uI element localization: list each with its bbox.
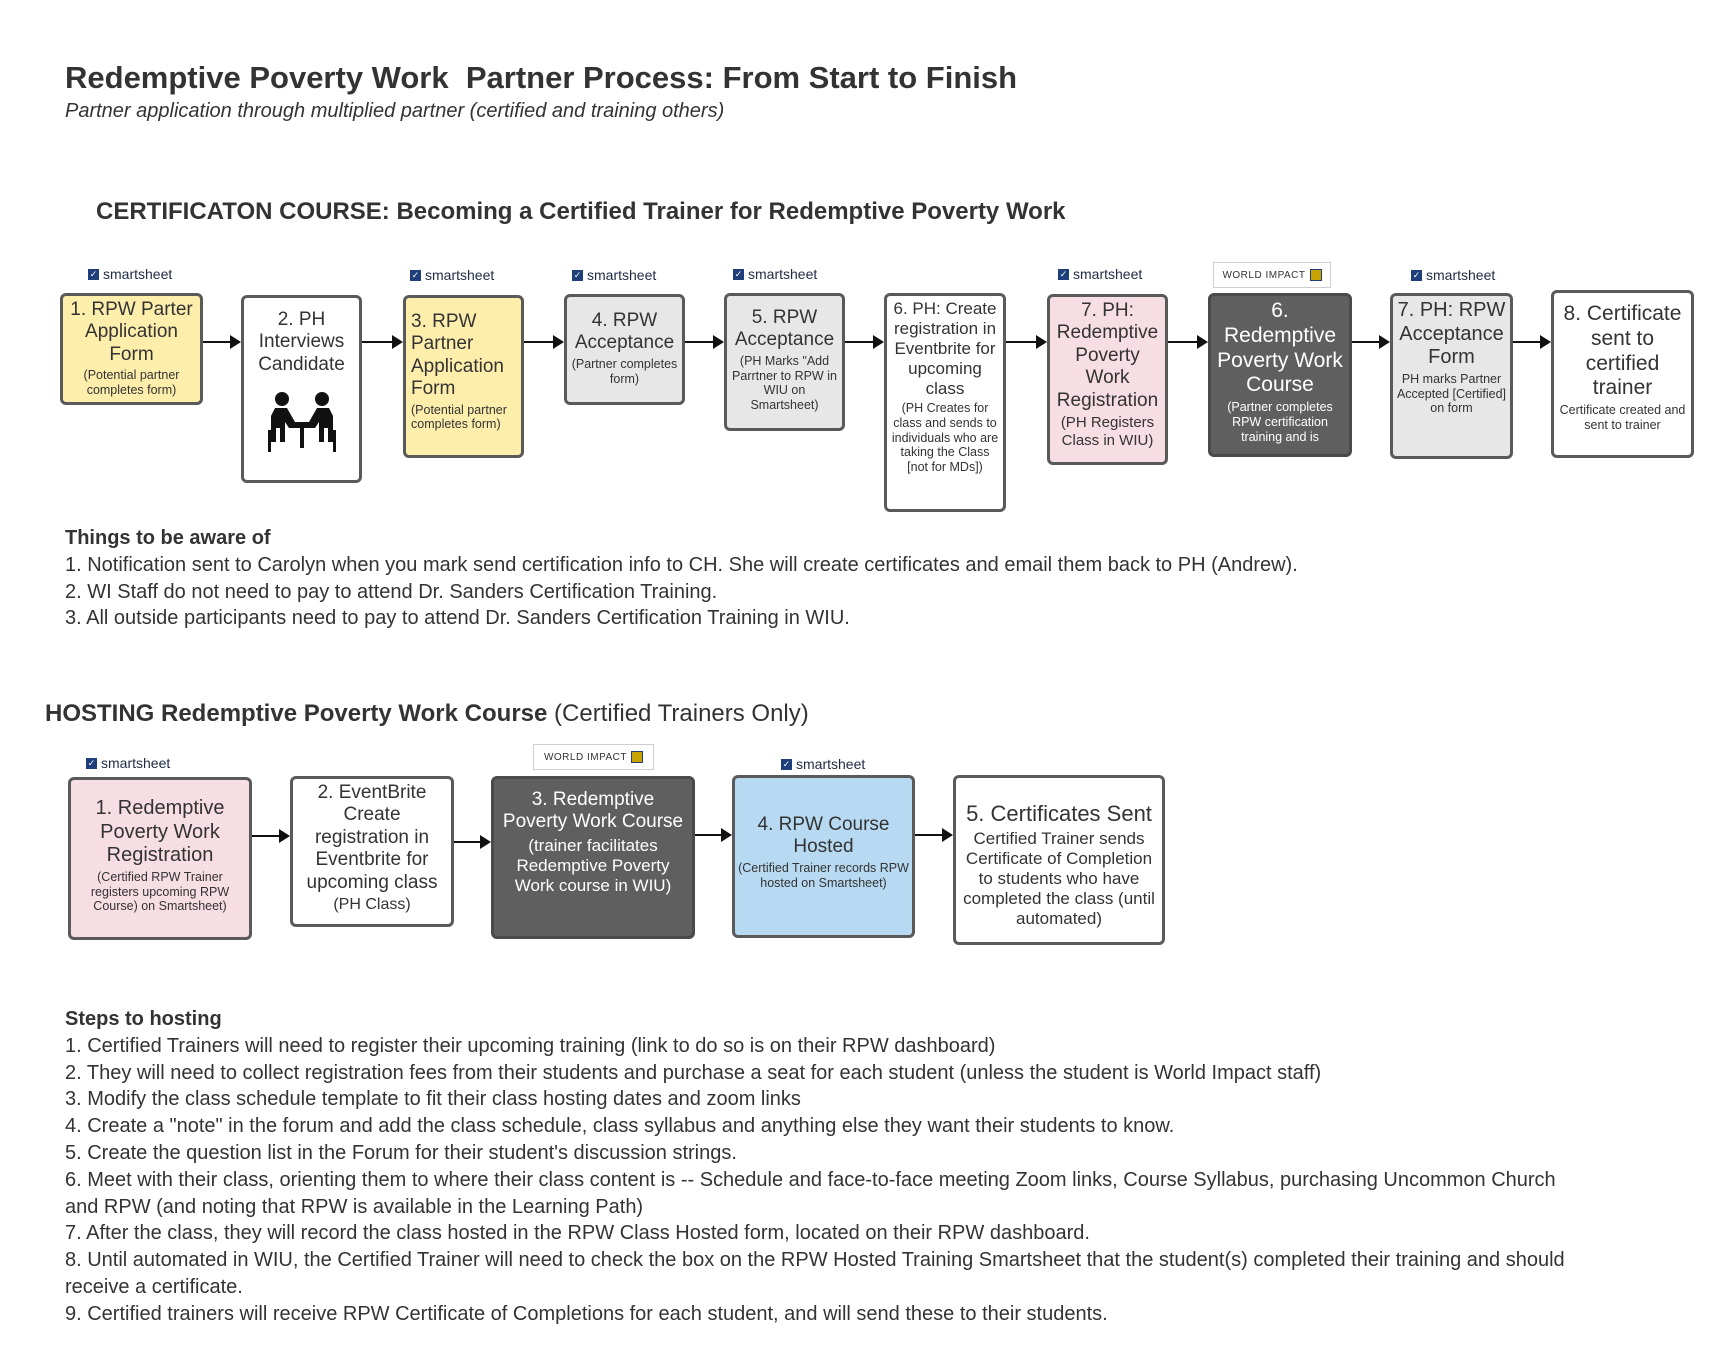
- flow-arrow: [1006, 341, 1045, 343]
- flow-arrow: [362, 341, 401, 343]
- cert-step-5[interactable]: 5. RPW Acceptance (PH Marks "Add Parrtner to RPW in WIU on Smartsheet): [724, 293, 845, 431]
- smartsheet-check-icon: ✓: [782, 758, 791, 769]
- host-step-2[interactable]: 2. EventBrite Create registration in Eventbrite for upcoming class (PH Class): [290, 776, 454, 927]
- smartsheet-logo: ✓ smartsheet: [573, 267, 657, 283]
- note-item: 1. Notification sent to Carolyn when you mark send certification info to CH. She will create certificates and email them back to PH (Andrew).: [65, 553, 1298, 576]
- cert-step-2[interactable]: 2. PH Interviews Candidate: [241, 295, 362, 483]
- hosting-step-item: 1. Certified Trainers will need to register their upcoming training (link to do so is on their RPW dashboard): [65, 1034, 996, 1057]
- hosting-step-item: 2. They will need to collect registration fees from their students and purchase a seat for each student (unless the student is World Impact staff): [65, 1061, 1322, 1084]
- flow-arrow: [1513, 341, 1549, 343]
- smartsheet-logo: ✓ smartsheet: [87, 755, 171, 771]
- cert-step-3[interactable]: 3. RPW Partner Application Form (Potential partner completes form): [403, 295, 524, 458]
- cert-step-9[interactable]: 7. PH: RPW Acceptance Form PH marks Partner Accepted [Certified] on form: [1390, 293, 1513, 459]
- hosting-section-title: HOSTING Redemptive Poverty Work Course (Certified Trainers Only): [45, 700, 809, 727]
- world-impact-logo: WORLD IMPACT: [533, 744, 654, 770]
- flow-arrow: [915, 834, 951, 836]
- flow-arrow: [845, 341, 882, 343]
- flow-arrow: [203, 341, 239, 343]
- smartsheet-check-icon: ✓: [89, 268, 98, 279]
- world-impact-mark-icon: [1310, 269, 1322, 281]
- smartsheet-logo: ✓ smartsheet: [734, 266, 818, 282]
- hosting-step-item: 7. After the class, they will record the class hosted in the RPW Class Hosted form, located on their RPW dashboard.: [65, 1222, 1090, 1245]
- hosting-step-item: 3. Modify the class schedule template to fit their class hosting dates and zoom links: [65, 1088, 801, 1111]
- flow-arrow: [1168, 341, 1206, 343]
- page-subtitle: Partner application through multiplied partner (certified and training others): [65, 100, 725, 122]
- cert-step-7[interactable]: 7. PH: Redemptive Poverty Work Registration (PH Registers Class in WIU): [1047, 294, 1168, 465]
- host-step-3[interactable]: 3. Redemptive Poverty Work Course (trainer facilitates Redemptive Poverty Work course in WIU): [491, 776, 695, 939]
- flow-arrow: [685, 341, 722, 343]
- smartsheet-logo: ✓ smartsheet: [411, 267, 495, 283]
- smartsheet-logo: ✓ smartsheet: [1412, 267, 1496, 283]
- awareness-notes: [65, 525, 1665, 632]
- smartsheet-check-icon: ✓: [411, 269, 420, 280]
- awareness-heading: Things to be aware of: [65, 527, 271, 549]
- world-impact-logo: WORLD IMPACT: [1213, 262, 1331, 288]
- cert-step-6[interactable]: 6. PH: Create registration in Eventbrite for upcoming class (PH Creates for class and sends to individuals who are taking the Class [not for MDs]): [884, 293, 1006, 512]
- smartsheet-check-icon: ✓: [87, 757, 96, 768]
- world-impact-mark-icon: [631, 751, 643, 763]
- smartsheet-check-icon: ✓: [1059, 268, 1068, 279]
- host-step-1[interactable]: 1. Redemptive Poverty Work Registration (Certified RPW Trainer registers upcoming RPW Course) on Smartsheet): [68, 777, 252, 940]
- smartsheet-check-icon: ✓: [734, 268, 743, 279]
- hosting-steps: [65, 1006, 1565, 1328]
- note-item: 2. WI Staff do not need to pay to attend Dr. Sanders Certification Training.: [65, 580, 718, 603]
- smartsheet-logo: ✓ smartsheet: [1059, 266, 1143, 282]
- flow-arrow: [695, 834, 730, 836]
- hosting-step-item: 8. Until automated in WIU, the Certified Trainer will need to check the box on the RPW Hosted Training Smartsheet that the student(s) completed their training and should receive a certificate.: [65, 1249, 1565, 1298]
- flow-arrow: [454, 841, 489, 843]
- cert-step-1[interactable]: 1. RPW Parter Application Form (Potential partner completes form): [60, 293, 203, 405]
- page-title: Redemptive Poverty Work Partner Process: From Start to Finish: [65, 60, 1018, 95]
- hosting-step-item: 5. Create the question list in the Forum for their student's discussion strings.: [65, 1141, 737, 1164]
- certification-section-title: CERTIFICATON COURSE: Becoming a Certified Trainer for Redemptive Poverty Work: [96, 198, 1066, 225]
- hosting-step-item: 6. Meet with their class, orienting them to where their class content is -- Schedule and face-to-face meeting Zoom links, Course Syllabus, purchasing Uncommon Church and RPW (and noting that RPW is available in the Learning Path): [65, 1168, 1556, 1218]
- hosting-steps-heading: Steps to hosting: [65, 1008, 222, 1030]
- flow-arrow: [252, 835, 288, 837]
- cert-step-4[interactable]: 4. RPW Acceptance (Partner completes form): [564, 294, 685, 405]
- host-step-4[interactable]: 4. RPW Course Hosted (Certified Trainer records RPW hosted on Smartsheet): [732, 775, 915, 938]
- flow-arrow: [1352, 341, 1388, 343]
- smartsheet-logo: ✓ smartsheet: [782, 756, 866, 772]
- host-step-5[interactable]: 5. Certificates Sent Certified Trainer sends Certificate of Completion to students who have completed the class (until automated): [953, 775, 1165, 945]
- hosting-step-item: 4. Create a "note" in the forum and add the class schedule, class syllabus and anything else they want their students to know.: [65, 1115, 1175, 1138]
- smartsheet-check-icon: ✓: [1412, 269, 1421, 280]
- note-item: 3. All outside participants need to pay to attend Dr. Sanders Certification Training in WIU.: [65, 607, 850, 630]
- smartsheet-check-icon: ✓: [573, 269, 582, 280]
- flow-arrow: [524, 341, 562, 343]
- hosting-step-item: 9. Certified trainers will receive RPW Certificate of Completions for each student, and will send these to their students.: [65, 1302, 1108, 1325]
- smartsheet-logo: ✓ smartsheet: [89, 266, 173, 282]
- cert-step-10[interactable]: 8. Certificate sent to certified trainer Certificate created and sent to trainer: [1551, 290, 1694, 458]
- meeting-people-icon: [265, 390, 339, 454]
- cert-step-8[interactable]: 6. Redemptive Poverty Work Course (Partner completes RPW certification training and is: [1208, 293, 1352, 457]
